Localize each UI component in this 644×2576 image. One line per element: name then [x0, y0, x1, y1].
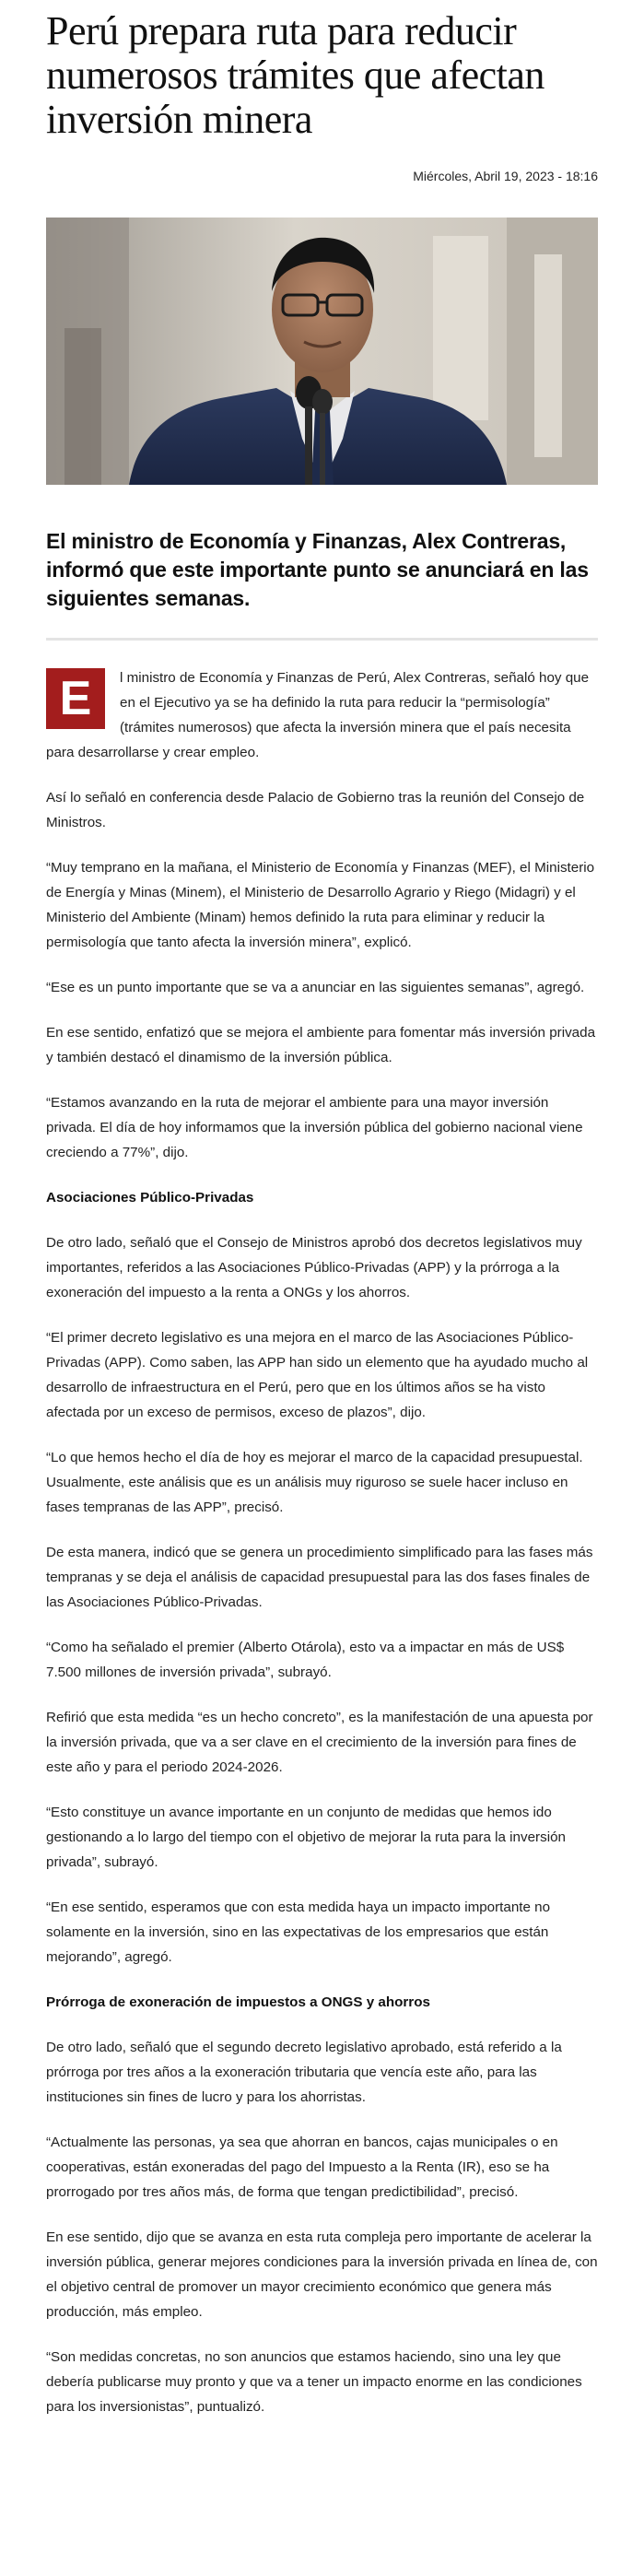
paragraph: Refirió que esta medida “es un hecho concreto”, es la manifestación de una apuesta por la inversión privada, que va a ser clave en el crecimiento de la inversión para fines de este año y para el periodo 2024-2026.: [46, 1710, 593, 1775]
section-heading-prorroga: Prórroga de exoneración de impuestos a ONGS y ahorros: [46, 1994, 430, 2010]
article-body: [46, 665, 598, 2419]
article-lead: El ministro de Economía y Finanzas, Alex Contreras, informó que este importante punto se anunciará en las siguientes semanas.: [46, 529, 589, 610]
divider: [46, 638, 598, 641]
paragraph: “Muy temprano en la mañana, el Ministerio de Economía y Finanzas (MEF), el Ministerio de Energía y Minas (Minem), el Ministerio de Desarrollo Agrario y Riego (Midagri) y el Ministerio del Ambiente (Minam) hemos definido la ruta para eliminar y reducir la permisología que tanto afecta la inversión minera”, explicó.: [46, 860, 595, 950]
first-paragraph-text: l ministro de Economía y Finanzas de Perú, Alex Contreras, señaló hoy que en el Ejecutivo ya se ha definido la ruta para reducir la “permisología” (trámites numerosos) que afecta la inversión minera que el país necesita para desarrollarse y crear empleo.: [46, 670, 590, 760]
paragraph: En ese sentido, dijo que se avanza en esta ruta compleja pero importante de acelerar la inversión pública, generar mejores condiciones para la inversión privada en línea de, con el objetivo central de promover un mayor crecimiento económico que genera más producción, más empleo.: [46, 2229, 598, 2320]
paragraph: De otro lado, señaló que el Consejo de Ministros aprobó dos decretos legislativos muy importantes, referidos a las Asociaciones Público-Privadas (APP) y la prórroga a la exoneración del impuesto a la renta a ONGs y los ahorros.: [46, 1235, 582, 1300]
paragraph: “Son medidas concretas, no son anuncios que estamos haciendo, sino una ley que debería publicarse muy pronto y que va a tener un impacto enorme en las condiciones para los inversionistas”, puntualizó.: [46, 2349, 582, 2415]
section-heading-app: Asociaciones Público-Privadas: [46, 1190, 254, 1206]
paragraph: Así lo señaló en conferencia desde Palacio de Gobierno tras la reunión del Consejo de Ministros.: [46, 790, 585, 830]
paragraph: “Ese es un punto importante que se va a anunciar en las siguientes semanas”, agregó.: [46, 980, 585, 995]
paragraph: “Como ha señalado el premier (Alberto Otárola), esto va a impactar en más de US$ 7.500 millones de inversión privada”, subrayó.: [46, 1640, 565, 1680]
first-paragraph: [46, 665, 598, 765]
paragraph: “Estamos avanzando en la ruta de mejorar el ambiente para una mayor inversión privada. El día de hoy informamos que la inversión pública del gobierno nacional viene creciendo a 77%”, dijo.: [46, 1095, 583, 1160]
article-photo: [46, 218, 598, 485]
paragraph: “Lo que hemos hecho el día de hoy es mejorar el marco de la capacidad presupuestal. Usualmente, este análisis que es un análisis muy riguroso se suele hacer incluso en fases tempranas de las APP”, precisó.: [46, 1450, 583, 1515]
article-date: Miércoles, Abril 19, 2023 - 18:16: [413, 169, 598, 183]
paragraph: De otro lado, señaló que el segundo decreto legislativo aprobado, está referido a la prórroga por tres años a la exoneración tributaria que vencía este año, para las instituciones sin fines de lucro y para los ahorristas.: [46, 2040, 562, 2105]
paragraph: “Actualmente las personas, ya sea que ahorran en bancos, cajas municipales o en cooperativas, están exoneradas del pago del Impuesto a la Renta (IR), eso se ha prorrogado por tres años más, de forma que tengan predictibilidad”, precisó.: [46, 2135, 558, 2200]
paragraph: De esta manera, indicó que se genera un procedimiento simplificado para las fases más tempranas y se deja el análisis de capacidad presupuestal para las dos fases finales de las Asociaciones Público-Privadas.: [46, 1545, 593, 1610]
article-title: Perú prepara ruta para reducir numerosos trámites que afectan inversión minera: [46, 8, 544, 142]
paragraph: En ese sentido, enfatizó que se mejora el ambiente para fomentar más inversión privada y también destacó el dinamismo de la inversión pública.: [46, 1025, 596, 1065]
dropcap-letter: E: [46, 668, 105, 729]
paragraph: “En ese sentido, esperamos que con esta medida haya un impacto importante no solamente en la inversión, sino en las expectativas de los empresarios que están mejorando”, agregó.: [46, 1900, 551, 1965]
paragraph: “El primer decreto legislativo es una mejora en el marco de las Asociaciones Público-Privadas (APP). Como saben, las APP han sido un elemento que ha ayudado mucho al desarrollo de infraestructura en el Perú, pero que en los últimos años se ha visto afectada por un exceso de permisos, exceso de plazos”, dijo.: [46, 1330, 589, 1420]
paragraph: “Esto constituye un avance importante en un conjunto de medidas que hemos ido gestionando a lo largo del tiempo con el objetivo de mejorar la ruta para la inversión privada”, subrayó.: [46, 1805, 566, 1870]
